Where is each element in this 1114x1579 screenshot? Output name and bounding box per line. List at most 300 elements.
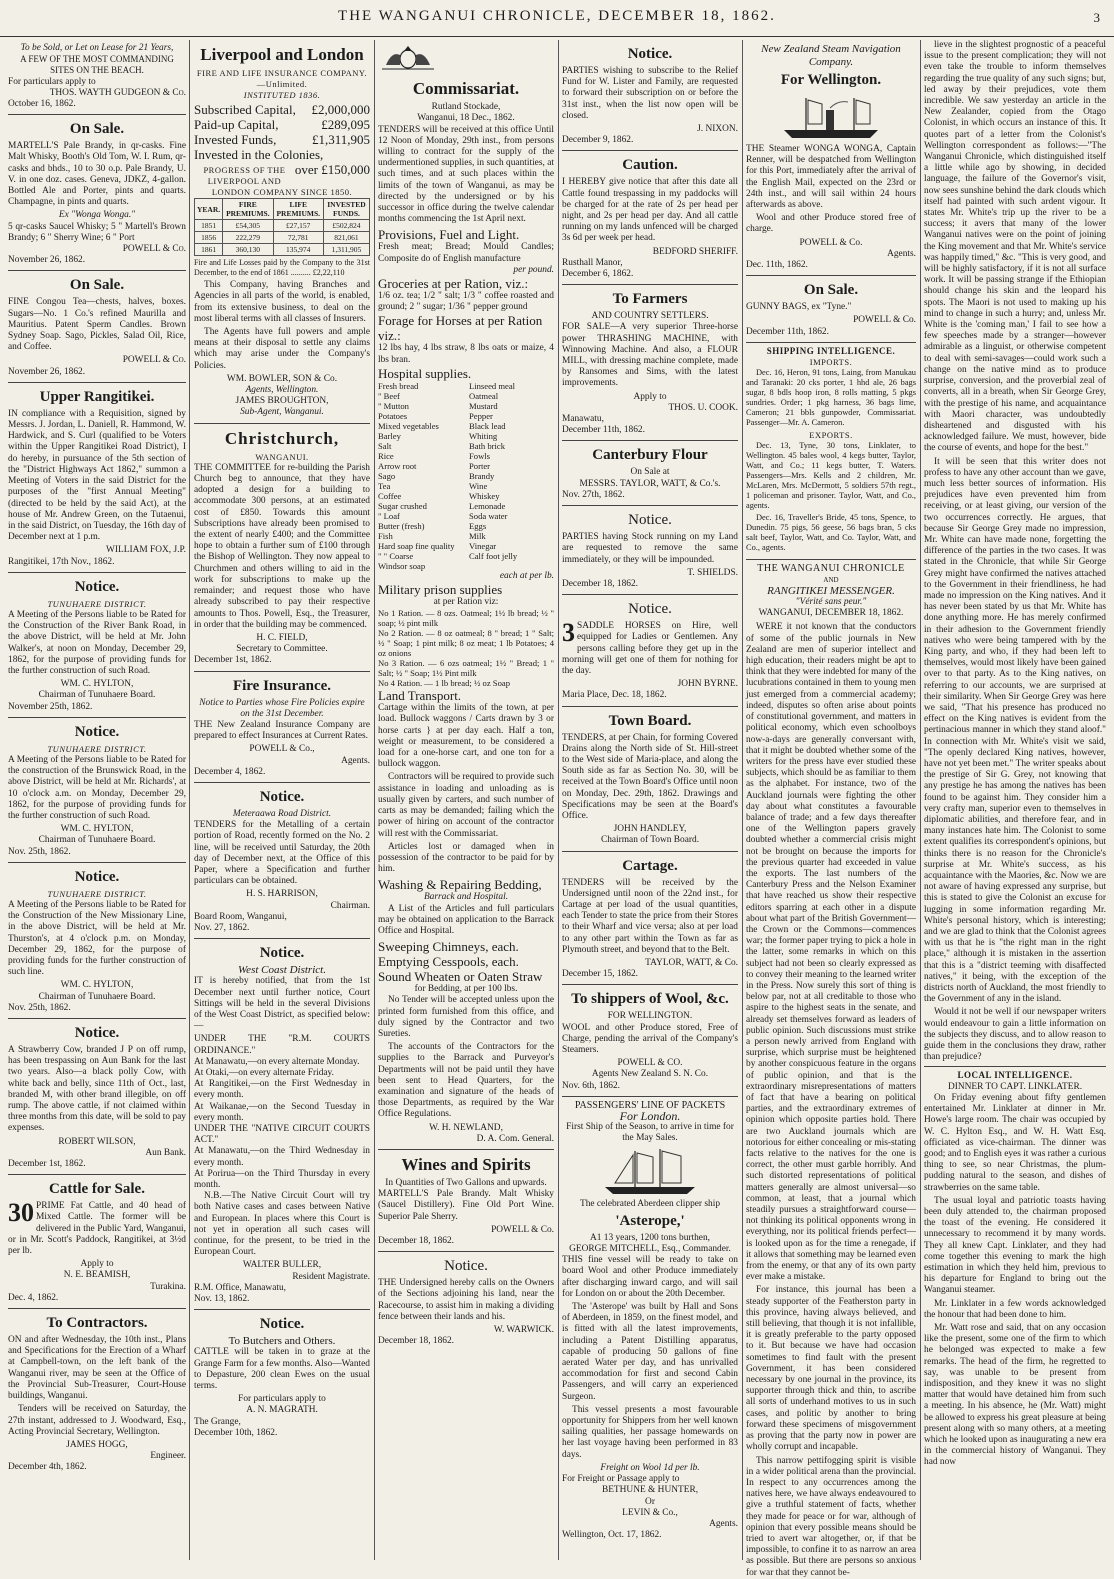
ad-title: Commissariat. <box>412 79 520 99</box>
ad-signature: WM. C. HYLTON, <box>60 980 134 991</box>
table-row <box>195 244 370 256</box>
ad-place: The Grange, <box>194 1416 241 1427</box>
ad-date: Nov. 25th, 1862. <box>8 1002 71 1013</box>
ad-signature: W. WARWICK. <box>493 1325 554 1335</box>
steamer-icon <box>776 92 886 142</box>
supply-heading: Sweeping Chimneys, each. <box>378 939 519 955</box>
ad-subtitle: On Sale at <box>630 467 670 478</box>
ad-date: December 15, 1862. <box>562 969 639 980</box>
ad-drop-number: 3 <box>562 618 575 648</box>
ad-cartage <box>562 852 738 986</box>
ad-body: TENDERS for the Metalling of a certain portion of Road, recently formed on the No. 2 line, will be received until Saturday, the 20th day of December next, at the Office of this Paper, where a Specification and further particulars can be obtained. <box>194 820 370 887</box>
ad-title: Notice. <box>74 1025 120 1042</box>
list-item: Potatoes <box>378 410 408 421</box>
ad-date: Nov. 6th, 1862. <box>562 1080 620 1091</box>
table-cell: 360,130 <box>223 244 273 256</box>
ad-body: The Agents have full powers and ample means at their disposal to settle any claims which may arise under the Company's Policies. <box>194 327 370 371</box>
supply-heading: Military prison supplies <box>378 582 503 598</box>
local-intelligence <box>924 1066 1106 1468</box>
ad-body: A List of the Articles and full particulars may be obtained on application to the Barrack Office and Hospital. <box>378 903 554 936</box>
ad-date: November 25th, 1862. <box>8 701 93 712</box>
table-cell: 222,279 <box>223 232 273 244</box>
list-item: Sugar crushed <box>378 500 427 511</box>
ad-title: Liverpool and London <box>200 45 364 64</box>
ad-body: A Strawberry Cow, branded J P on off rump, has been trespassing on Aun Bank for the last two years. Also—a black polly Cow, with white back and belly, since 11th of Oct., last, branded M, with other brand illegible, on off rump. The above cattle, if not claimed within three months from this date, will be sold to pay expenses. <box>8 1045 186 1134</box>
list-item: Linseed meal <box>469 380 516 391</box>
supply-subheading: Barrack and Hospital. <box>423 892 509 903</box>
ad-signature: POWELL & Co., <box>249 744 315 755</box>
ad-signature: WILLIAM FOX, J.P. <box>106 545 186 556</box>
table-header-row <box>195 199 370 220</box>
column-rule <box>374 40 375 1560</box>
ad-date: Nov. 13, 1862. <box>194 1294 250 1305</box>
ad-title: Town Board. <box>608 712 692 729</box>
ad-body: THE Undersigned hereby calls on the Owners of the Sections adjoining his land, near the Racecourse, to assist him in making a dividing fence between their lands and his. <box>378 1278 554 1322</box>
ad-place: Board Room, Wanganui, <box>194 911 287 922</box>
ad-subtitle: MESSRS. TAYLOR, WATT, & Co.'s. <box>579 478 721 489</box>
ad-signature: JOHN BYRNE. <box>677 679 738 690</box>
ad-to-farmers <box>562 285 738 441</box>
ad-nz-steam-navigation <box>746 40 916 276</box>
ad-subtitle: For Wellington. <box>780 72 882 88</box>
ad-body: This vessel presents a most favourable opportunity for Shippers from her well known sailing qualities, her passage homewards on her last voyage having been performed in 83 days. <box>562 1404 738 1460</box>
paper-name: THE WANGANUI CHRONICLE <box>757 563 905 575</box>
ad-body: IN compliance with a Requisition, signed by Messrs. J. Jordan, L. Daniell, R. Hammond, W. Hardwick, and S. Curl (qualified to be Voters within the Upper Rangitikei Road District), I do hereby, in pursuance of the 5th section of the "District Highways Act 1862," summon a Meeting of Voters in the said District for the purposes of the "first Annual Meeting" (directed to be held by the said Act), at the house of Mr. Andrew Green, on the Tutaenui, in the said District, on Tuesday, the 16th day of December next at 1 p.m. <box>8 408 186 543</box>
ad-notice-horses <box>562 595 738 706</box>
ad-date: December 9, 1862. <box>562 135 634 146</box>
ad-body: FINE Congou Tea—chests, halves, boxes. Sugars—No. 1 Co.'s refined Maurilla and Mauritius. Patent Sperm Candles. Brown Sydney Soap. Sago, Pickles, Salad Oil, Rice, and Coffee. <box>8 297 186 353</box>
table-row <box>195 220 370 232</box>
ad-place: Rutland Stockade, <box>431 102 501 113</box>
ad-to-contractors <box>8 1309 186 1477</box>
sailing-ship-icon <box>595 1147 705 1197</box>
ad-role: Chairman. <box>330 900 370 911</box>
ad-wines-spirits <box>378 1150 554 1252</box>
capital-value: £1,311,905 <box>311 131 370 147</box>
ad-place: Rusthall Manor, <box>562 257 623 268</box>
supply-heading: Sound Wheaten or Oaten Straw <box>378 969 543 985</box>
ad-notice-brunswick <box>8 718 186 863</box>
list-item: " Loaf <box>378 510 400 521</box>
ad-body: This Company, having Branches and Agencies in all parts of the world, is enabled, from its extensive business, to deal on the most liberal terms with all classes of Insurers. <box>194 280 370 324</box>
ad-body: PARTIES wishing to subscribe to the Relief Fund for W. Lister and Family, are requested to forward their subscription on or before the 31st inst., when the list now open will be closed. <box>562 66 738 121</box>
ad-date: December 11th, 1862. <box>746 326 829 337</box>
ad-fire-insurance <box>194 672 370 783</box>
column-1 <box>8 40 186 1560</box>
ad-body: TENDERS, at per Chain, for forming Covered Drains along the North side of St. Hill-street to the West side of Maria-place, and along the South side as far as Section No. 30, will be received at the Town Board's Office until noon on Monday, Dec. 29th, 1862. Drawings and Specifications may be seen at the Board's Office. <box>562 732 738 821</box>
capital-line <box>194 117 370 132</box>
ad-role: Agents. <box>709 1518 738 1529</box>
ad-date: December 4, 1862. <box>194 766 266 777</box>
supply-heading: Emptying Cesspools, each. <box>378 954 519 970</box>
ad-signature: TAYLOR, WATT, & Co. <box>645 957 738 968</box>
ad-body: N.B.—The Native Circuit Court will try both Native cases and cases between Native and European. In places where this Court is not yet in operation all such cases will continue, for the present, to be tried in the European Court. <box>194 1191 370 1258</box>
ad-subhead: UNDER THE "NATIVE CIRCUIT COURTS ACT." <box>194 1124 370 1146</box>
list-item: Soda water <box>469 510 508 521</box>
article-paragraph: Mr. Linklater in a few words acknowledged the honour that had been done to him. <box>924 1298 1106 1320</box>
progress-table <box>194 198 370 256</box>
shipping-entry: Dec. 13, Tyne, 30 tons, Linklater, to Wellington. 45 bales wool, 4 kegs butter, Taylor, Watt, and Co.; 11 kegs butter, T. Waters. Passengers—Mrs. Kells and 2 children, Mr. McLaren, Mrs. McDermott, 5 soldiers 57th regt., 1 policeman and prisoner. Taylor, Watt, and Co., agents. <box>746 441 916 511</box>
ad-role: Engineer. <box>150 1451 186 1462</box>
ad-place: Maria Place, Dec. 18, 1862. <box>562 690 667 701</box>
ad-line: At Otaki,—on every alternate Friday. <box>194 1068 334 1078</box>
ad-subtitle: WANGANUI. <box>255 451 309 462</box>
ad-line: At Manawatu,—on the Third Wednesday in every month. <box>194 1146 370 1168</box>
ad-role: Chairman of Tunuhaere Board. <box>38 690 156 701</box>
ad-role: Agents. <box>341 755 370 766</box>
ad-title: On Sale. <box>69 121 125 138</box>
ad-role: Sub-Agent, Wanganui. <box>240 407 324 418</box>
ad-date: December 1st, 1862. <box>8 1159 86 1170</box>
ad-title: Canterbury Flour <box>592 447 708 464</box>
supply-unit: per pound. <box>513 264 554 275</box>
column-6 <box>924 40 1106 1560</box>
list-item: " " Coarse <box>378 550 414 561</box>
ad-signature: POWELL & CO. <box>617 1058 683 1069</box>
ad-subtitle: FIRE AND LIFE INSURANCE COMPANY.—Unlimited. <box>196 68 368 90</box>
ration-list <box>378 608 554 688</box>
column-3 <box>378 40 554 1560</box>
ad-title: To Contractors. <box>46 1315 148 1332</box>
list-item: Bath brick <box>469 440 506 451</box>
ad-line: A1 13 years, 1200 tons burthen, <box>589 1232 711 1243</box>
ad-commissariat <box>378 40 554 1150</box>
editorial-article <box>746 622 916 1578</box>
ad-notice-cow <box>8 1019 186 1175</box>
ad-body: ON and after Wednesday, the 10th inst., Plans and Specifications for the Erection of a Wharf at Campbell-town, on the left bank of the Wanganui river, may be seen at the Office of the Provincial Sub-Treasurer, Court-House buildings, Wanganui. <box>8 1335 186 1402</box>
column-2 <box>194 40 370 1560</box>
table-cell: 1,311,905 <box>323 244 369 256</box>
ad-line: For particulars apply to <box>8 76 96 87</box>
table-header: FIRE PREMIUMS. <box>223 199 273 220</box>
table-header: YEAR. <box>195 199 223 220</box>
ad-notice-west-coast <box>194 939 370 1310</box>
ad-role: D. A. Com. General. <box>476 1133 554 1144</box>
ad-body: A Meeting of the Persons liable to be Rated for the construction of the Brunswick Road, in the above District, will be held at Mr. Richards', at 10 o'clock a.m. on Monday, December 29, 1862, for the purpose of providing funds for the further construction of such Road. <box>8 754 186 821</box>
ad-caution <box>562 151 738 285</box>
ad-role: Turakina. <box>150 1281 186 1292</box>
ad-notice-river-bank <box>8 573 186 718</box>
paper-name: RANGITIKEI MESSENGER. <box>767 584 895 597</box>
ad-subhead: Ex "Wonga Wonga." <box>58 210 136 221</box>
table-cell: 1856 <box>195 232 223 244</box>
ad-signature: BEDFORD SHERIFF. <box>652 246 738 257</box>
ad-date: December 18, 1862. <box>378 1336 455 1347</box>
list-item: Mixed vegetables <box>378 420 439 431</box>
ad-signature: A. N. MAGRATH. <box>246 1405 318 1416</box>
ad-role: Secretary to Committee. <box>236 644 328 655</box>
ad-body: A Meeting of the Persons liable to be Rated for the Construction of the New Missionary Line, in the above District, will be held at Mr. Thurston's, at 4 o'clock p.m. on Monday, December 29, 1862, for the purpose of providing funds for the further construction of such line. <box>8 899 186 978</box>
list-item: Lemonade <box>469 500 506 511</box>
supply-subheading: for Bedding, at per 100 lbs. <box>414 984 518 995</box>
ad-signature: WM. C. HYLTON, <box>60 679 134 690</box>
list-item: Black lead <box>469 420 506 431</box>
capital-line <box>194 102 370 117</box>
masthead-title: THE WANGANUI CHRONICLE, DECEMBER 18, 1862. <box>338 8 776 24</box>
ad-signature: WM. BOWLER, SON & Co. <box>226 373 338 384</box>
ad-title: On Sale. <box>69 277 125 294</box>
capital-value: over £150,000 <box>294 161 370 177</box>
ad-signature: JOHN HANDLEY, <box>613 824 687 835</box>
capital-label: Subscribed Capital, <box>194 101 296 117</box>
table-header: LIFE PREMIUMS. <box>273 199 323 220</box>
ad-body: No Tender will be accepted unless upon the printed form furnished from this office, and duly signed by the Contractor and two Sureties. <box>378 995 554 1039</box>
table-cell: £502,824 <box>323 220 369 232</box>
list-item: Porter <box>469 460 491 471</box>
ad-body: The 'Asterope' was built by Hall and Sons of Aberdeen, in 1859, on the finest model, and is fitted with all the latest improvements, including a Patent Distilling apparatus, capable of producing 50 gallons of fine aerated Water per day, and has unrivalled accommodation for first and second Cabin Passengers, and will carry an experienced Surgeon. <box>562 1302 738 1402</box>
list-item: Mustard <box>469 400 498 411</box>
ad-signature: H. C. FIELD, <box>256 632 308 643</box>
list-item: Sago <box>378 470 396 481</box>
ad-title: To Farmers <box>612 291 688 308</box>
article-paragraph: Mr. Watt rose and said, that on any occasion like the present, some one of the firm to which he belonged was expected to make a few remarks. The head of the firm, he regretted to say, was unable to be present from indisposition, and they knew it was no slight matter that would have detained him from such a meeting. In his absence, he (Mr. Watt) might be allowed to express his great pleasure at being present along with so many others, at a meeting which he looked upon as inaugurating a new era in the commercial history of Wanganui. They had now <box>924 1322 1106 1468</box>
editorial-masthead <box>746 560 916 622</box>
ad-title: Notice. <box>259 945 305 962</box>
list-item: Whiting <box>469 430 498 441</box>
ad-body: Contractors will be required to provide such assistance in loading and unloading as is usually given by carters, and such number of carts as may be demanded; failing which the power of hiring on account of the contractor will rest with the Commissariat. <box>378 772 554 839</box>
list-item: Barley <box>378 430 401 441</box>
supply-list: 1/6 oz. tea; 1/2 " salt; 1/3 " coffee roasted and ground; 2 " sugar; 1/36 " pepper ground <box>378 291 554 313</box>
ad-signature: H. S. HARRISON, <box>246 889 318 900</box>
paper-and: AND <box>823 575 839 584</box>
ad-body: Cartage within the limits of the town, at per load. Bullock waggons / Carts drawn by 3 or horse carts } at per day each. Half a ton, weight or measurement, to be considered a load for a one-horse cart, and one ton for a bullock waggon. <box>378 703 554 770</box>
ad-title: Notice. <box>74 868 120 885</box>
list-item: Arrow root <box>378 460 417 471</box>
ad-date: Wellington, Oct. 17, 1862. <box>562 1530 662 1541</box>
list-item: Fish <box>378 530 393 541</box>
ad-district: TUNUHAERE DISTRICT. <box>47 888 147 899</box>
ad-notice-warwick <box>378 1252 554 1351</box>
ad-role: Aun Bank. <box>145 1147 186 1158</box>
ad-role: Chairman of Tunuhaere Board. <box>38 991 156 1002</box>
ad-date: Nov. 27th, 1862. <box>562 489 625 500</box>
ad-signature: POWELL & Co. <box>799 237 863 248</box>
hospital-items <box>378 381 554 571</box>
column-rule <box>189 40 190 1560</box>
ad-gunny-bags <box>746 276 916 343</box>
list-item: Salt <box>378 440 392 451</box>
ad-title: Caution. <box>622 157 678 174</box>
ad-date: Dec. 4, 1862. <box>8 1292 59 1303</box>
ad-title: New Zealand Steam Navigation Company. <box>761 43 901 68</box>
ad-title: Notice. <box>259 788 305 805</box>
list-item: Hard soap fine quality <box>378 540 455 551</box>
capital-line <box>194 146 370 177</box>
royal-crest-icon <box>378 45 438 71</box>
ad-subtitle: To Butchers and Others. <box>228 1335 336 1348</box>
ad-line: The celebrated Aberdeen clipper ship <box>579 1198 721 1209</box>
ad-subtitle: FOR WELLINGTON. <box>607 1011 693 1022</box>
list-item: Butter (fresh) <box>378 520 425 531</box>
list-item: Wine <box>469 480 488 491</box>
ad-beach-sites <box>8 40 186 115</box>
ad-title: PASSENGERS' LINE OF PACKETS <box>574 1099 726 1111</box>
shipping-entry: Dec. 16, Traveller's Bride, 45 tons, Spence, to Dunedin. 75 pigs, 56 geese, 56 bags bran, 5 cks salt beef, Taylor, Watt, and Co. Taylor, Watt, and Co., agents. <box>746 513 916 553</box>
ad-body: THIS fine vessel will be ready to take on board Wool and other Produce immediately after discharging inward cargo, and will sail for London on or about the 20th December. <box>562 1255 738 1299</box>
supply-heading: Land Transport. <box>378 688 462 704</box>
list-item: Calf foot jelly <box>469 550 518 561</box>
article-paragraph: WERE it not known that the conductors of some of the public journals in New Zealand are men of superior intellect and high education, their readers might be apt to think that they were indebted for many of the lucubrations contained in them to young men just emerged from a commercial academy; indeed, disputes so often arise about points of constitutional government, and matters in political economy, which even schoolboys now-a-days are generally conversant with, that it might be doubted whether some of the writers for the press have ever studied these subjects, which should be as familiar to them as the alphabet. For instance, two of the Auckland journals were fighting the other day about what constitutes a favourable balance of trade; and a few days thereafter one of the Wellington papers gravely doubted whether a commercial crisis might not be brought on because the imports for the previous quarter had exceeded in value the exports. The last numbers of the Canterbury Press and the Nelson Examiner that have reached us show their respective editors sparring at each other in a dispute about what part of the British Government—the Crown or the Commons—commences war; the former paper trying to pick a hole in the latter, some remarks in which on this subject had not been so clearly expressed as to convey their meaning to the learned writer in the Press. Now surely this sort of thing is below par, not at all creditable to those who aspire to the highest seats in the senate, and already set themselves forward as leaders of public opinion. Such discussions must strike a person newly arrived from England with surprise, which surprise must be heightened by another conspicuous feature in the organs of public opinion, and that is the extraordinary misrepresentations of matters of fact that have a bearing on political parties, and the extraordinary extremes of opinion which opposite parties hold. There are two Auckland journals which are notorious for either concealing or mis-stating facts relative to the natives for the one is correct, the other must garble horribly. And such distorted representations of political matters generally are almost universal—so common, at least, that a journal which steadily pursues a straightforward course—not thinking its political opponents wrong in everything, nor its political friends perfect—is looked upon as for the time a renegade, if it allows that something may be learned even from the enemy, or that any of its own party ever make a mistake. <box>746 622 916 1283</box>
ad-body: The accounts of the Contractors for the supplies to the Barrack and Purveyor's Departments will not be paid until they have been sent to Head Quarters, for the examination and signature of the heads of those Departments, as required by the War Office Regulations. <box>378 1042 554 1120</box>
capital-label: Paid-up Capital, <box>194 116 279 132</box>
ad-date: October 16, 1862. <box>8 99 76 110</box>
ad-body: CATTLE will be taken in to graze at the Grange Farm for a few months. Also—Wanted to Depasture, 200 clean Ewes on the usual terms. <box>194 1347 370 1392</box>
paper-date: WANGANUI, DECEMBER 18, 1862. <box>758 608 904 619</box>
ad-signature: POWELL & Co. <box>122 355 186 366</box>
ad-on-sale-spirits <box>8 115 186 271</box>
capital-label: Invested in the Colonies, <box>194 146 324 162</box>
ad-passengers-packets <box>562 1097 738 1546</box>
ad-title: Fire Insurance. <box>232 677 332 694</box>
ad-body: GUNNY BAGS, ex "Tyne." <box>746 302 852 313</box>
ad-title: Notice. <box>628 512 672 529</box>
ration-item: No 1 Ration. — 8 ozs. Oatmeal; 1½ lb bread; ½ " soap; ½ pint milk <box>378 608 554 629</box>
ad-role: Agents New Zealand S. N. Co. <box>591 1069 709 1080</box>
ad-canterbury-flour <box>562 441 738 506</box>
hospital-list <box>378 381 554 582</box>
table-cell: 1851 <box>195 220 223 232</box>
ad-body: MARTELL'S Pale Brandy, in qr-casks. Fine Malt Whisky, Booth's Old Tom, W. I. Rum, qr-casks and bhds., 10 to 30 o.p. Pale Brandy, U. V. in one doz. cases. Geneva, JDKZ, 4-gallon. Bottled Ale and Porter, pints and quarts. Champagne, in pints and quarts. <box>8 141 186 208</box>
ad-role: Agents. <box>887 248 916 259</box>
ad-body: I HEREBY give notice that after this date all Cattle found trespassing in my paddocks will be charged for at the rate of 2s per head per night, and 2s per head per day. And all cattle running on my lands unfenced will be charged 3s 6d per week per head. <box>562 177 738 244</box>
ad-signature: JAMES BROUGHTON, <box>235 396 329 407</box>
section-subhead: EXPORTS. <box>809 430 853 441</box>
supply-heading: Provisions, Fuel and Light. <box>378 227 520 243</box>
supply-heading: Forage for Horses at per Ration viz.: <box>378 313 543 344</box>
column-4 <box>562 40 738 1560</box>
masthead <box>0 6 1114 37</box>
ad-signature: THOS. WAYTH GUDGEON & Co. <box>49 87 186 98</box>
hospital-unit: each at per lb. <box>499 570 554 581</box>
ad-liverpool-london <box>194 40 370 424</box>
ad-instituted: INSTITUTED 1836. <box>243 90 321 101</box>
ad-date: December 1st, 1862. <box>194 655 272 666</box>
ad-title: Upper Rangitikei. <box>39 388 155 405</box>
supply-heading: Groceries at per Ration, viz.: <box>378 276 529 292</box>
table-header: INVESTED FUNDS. <box>323 199 369 220</box>
ad-title: To shippers of Wool, &c. <box>571 991 729 1008</box>
ad-signature: POWELL & Co. <box>491 1224 554 1235</box>
capital-line <box>194 132 370 147</box>
ad-body: WOOL and other Produce stored, Free of Charge, pending the arrival of the Company's Steamers. <box>562 1022 738 1055</box>
ad-headline: A FEW OF THE MOST COMMANDING SITES ON THE BEACH. <box>20 54 174 76</box>
article-paragraph: The usual loyal and patriotic toasts having been duly attended to, the chairman proposed the toast of the evening. He considered it unnecessary to recommend it by many words. They all knew Capt. Linklater, and they had come together this evening to mark the high estimation in which they held him, previous to his departure for England to bring out the Wanganui steamer. <box>924 1195 1106 1296</box>
section-subhead: DINNER TO CAPT. LINKLATER. <box>947 1081 1083 1092</box>
paper-motto: "Vérité sans peur." <box>795 597 867 608</box>
list-item: Fresh bread <box>378 380 419 391</box>
article-paragraph: It will be seen that this writer does not profess to have any other account than we gave, much less better sources of information. His prejudices have even prevented him from receiving, or at least giving, our version of the two occurrences correctly. He argues, that because Sir George Grey made no impression, Mr. White can have made none, forgetting the difference of the parties in the two cases. It was stated in the Chronicle, that while Sir George Grey might have confirmed the natives attached to the Government in their friendliness, he had made no impression on the King natives. And it has never been stated by us that Mr. White has done anything more. He has merely confirmed in their adhesion to the Government friendly natives who were being tampered with by the King party, and who, if they had been left to themselves, would most likely have been gained over to that party. As to the King natives, on referring to our accounts, we are surprised at their similarity. When Sir George Grey was here we said, "That his presence has produced no effect on the King natives is evident from the pertinacious manner in which they stand aloof." In connection with Mr. White's visit we said, "The openly declared King natives, however, have not yet been met." The writer speaks about the prestige of Sir G. Grey, not knowing that any prestige he has among the natives has been found to be against him. They consider him a very crafty man, superior even to themselves in diplomatic abilities, and therefore fear, and in many instances hate him. The Colonist to some extent qualifies its correspondent's opinions, but thinks there is no reason for the Chronicle's surprise at Mr. White's success, as his acquaintance with the Maories, &c. Now we are not aware of having expressed any surprise, but this is stated to give the Colonist an excuse for lugging in some information regarding Mr. White's personal history, which is interesting; and we are glad to think that the Colonist agrees with us that he is "the right man in the right place," although it is mistaken in the assertion that this is a "district teeming with disaffected natives," it being, with the exception of the districts north of Auckland, the most friendly to the Government of any in the island. <box>924 456 1106 1005</box>
ad-title: Notice. <box>259 1316 305 1333</box>
ad-signature: WALTER BULLER, <box>242 1260 322 1271</box>
ad-drop-number: 30 <box>8 1198 34 1228</box>
article-paragraph: lieve in the slightest prognostic of a peaceful issue to the present complication; they will not even take the trouble to inform themselves regarding the true quality of any such signs; but, led away by their prejudices, vote them incredible. We saw yesterday an article in the New Zealander, copied from the Otago Colonist, in which occurs an instance of this. It quotes part of a letter from the Colonist's Wellington correspondent as follows:—"The Wanganui Chronicle, which distinguished itself a little while ago by showing, in decided language, the failure of the Governor's visit, now sees sunshine behind the dark clouds which itself had painted with such ardent vigour. It states Mr. White's trip up the river to be a success; it avers that many of the lower Wanganui natives were on the point of joining the King movement and that Mr. White's service was happily timed," &c. "This is very good, and will be highly satisfactory, if it is not all surface work. It will be passing strange if the Ethiopian should change his skin and the leopard his spots. The Maori is not used to making up his mind to change in such a hurry; and, unless Mr. White is the 'coming man,' I fail to see how a few speeches made by a stranger—however admirable as a linguist, or otherwise competent to deal with semi-savages—could work such a change on the native mind as to produce surprise, conversion, and the proverbial zeal of converts, all in a breath, when Sir George Grey, with the prestige of his name, and acquaintance with Maori character, was undoubtedly disheartened and disgusted with his acknowledged failure. We must, however, bide the course of events, and hope for the best." <box>924 40 1106 454</box>
ad-signature: BETHUNE & HUNTER, <box>601 1485 699 1496</box>
list-item: Pepper <box>469 410 493 421</box>
list-item: Milk <box>469 530 486 541</box>
article-paragraph: Would it not be well if our newspaper writers would endeavour to gain a little information on the subjects they discuss, and to allow reason to guide them in the conclusions they draw, rather than prejudice? <box>924 1007 1106 1063</box>
column-rule <box>742 40 743 1560</box>
ad-signature: JAMES HOGG, <box>66 1439 128 1450</box>
ad-line: Freight on Wool 1d per lb. <box>600 1462 700 1473</box>
article-paragraph: This narrow pettifogging spirit is visible in a wider political arena than the provincial. In respect to any occurrences among the natives here, we have always endeavoured to give a truthful statement of facts, whether they made for peace or for war, although of opinion that every possible means should be tried to avert war altogether, or, if that be impossible, to confine it to as narrow an area as possible. But there are persons so anxious for war that they cannot be- <box>746 1455 916 1578</box>
ad-date: Nov. 27, 1862. <box>194 922 250 933</box>
ad-date: Wanganui, 18 Dec., 1862. <box>417 113 515 124</box>
table-cell: £54,305 <box>223 220 273 232</box>
ad-role: Chairman of Town Board. <box>600 835 700 846</box>
ad-notice-stock <box>562 506 738 595</box>
ad-subtitle: For London. <box>619 1109 681 1124</box>
ad-subtitle: Meteraawa Road District. <box>232 808 332 819</box>
table-cell: 72,781 <box>273 232 323 244</box>
ad-date: December 18, 1862. <box>562 578 639 589</box>
ad-signature: W. H. NEWLAND, <box>429 1122 503 1133</box>
capital-value: £2,000,000 <box>311 101 370 117</box>
article-paragraph: For instance, this journal has been a steady supporter of the Featherston party in this province, having always believed, and still believing, that though it is not infallible, it is greatly preferable to the party opposed to it. But because we have had occasion sometimes to find fault with the present Government, it has been considered necessary by one journal in the province, its supporter through thick and thin, to ascribe all sorts of underhand motives to us in such cases, and politic by another to bring forward these specimens of misgovernment as proving that the party now in power are wholly corrupt and incapable. <box>746 1285 916 1453</box>
table-row <box>195 232 370 244</box>
ad-body: Tenders will be received on Saturday, the 27th instant, addressed to J. Woodward, Esq., Acting Provincial Secretary, Wellington. <box>8 1404 186 1437</box>
table-cell: 135,974 <box>273 244 323 256</box>
capital-label: Invested Funds, <box>194 131 277 147</box>
list-item: Rice <box>378 450 394 461</box>
ration-item: No 3 Ration. — 6 ozs oatmeal; 1½ " Bread; 1 " Salt; ½ " Soap; 1½ Pint milk <box>378 658 554 679</box>
ad-body: MARTELL'S Pale Brandy. Malt Whisky (Saucel Distillery). Fine Old Port Wine. Superior Pale Sherry. <box>378 1189 554 1222</box>
supply-unit: at per Ration viz: <box>433 597 499 608</box>
ad-place: R.M. Office, Manawatu, <box>194 1282 286 1293</box>
list-item: Fowls <box>469 450 491 461</box>
column-rule <box>558 40 559 1560</box>
ad-date: December 11th, 1862. <box>562 425 645 436</box>
ad-title: On Sale. <box>803 282 859 299</box>
list-item: Brandy <box>469 470 495 481</box>
ad-line: First Ship of the Season, to arrive in time for the May Sales. <box>566 1122 734 1144</box>
ration-item: No 4 Ration. — 1 lb bread; ½ oz Soap <box>378 678 510 689</box>
ad-date: December 10th, 1862. <box>194 1427 278 1438</box>
ad-title: Notice. <box>627 46 673 62</box>
ad-title: Christchurch, <box>224 428 340 448</box>
ad-district: TUNUHAERE DISTRICT. <box>47 743 147 754</box>
list-item: Tea <box>378 480 391 491</box>
shipping-intelligence <box>746 343 916 561</box>
ad-title: Notice. <box>444 1258 488 1275</box>
ad-items: 5 qr-casks Saucel Whisky; 5 " Martell's Brown Brandy; 6 " Sherry Wine; 6 " Port <box>8 221 186 243</box>
list-item: Whiskey <box>469 490 500 501</box>
ad-date: Rangitikei, 17th Nov., 1862. <box>8 556 115 567</box>
column-5 <box>746 40 916 1578</box>
section-title: LOCAL INTELLIGENCE. <box>957 1070 1073 1081</box>
ad-body: THE New Zealand Insurance Company are prepared to effect Insurances at Current Rates. <box>194 719 370 742</box>
ad-date: November 26, 1862. <box>8 255 86 266</box>
ad-body: THE Steamer WONGA WONGA, Captain Renner, will be despatched from Wellington for this Port, immediately after the arrival of the English Mail, expected on the 23rd or 24th inst., and will sail within 24 hours afterwards as above. <box>746 144 916 211</box>
list-item: " Mutton <box>378 400 409 411</box>
ad-subtitle: AND COUNTRY SETTLERS. <box>591 311 709 322</box>
ad-place: Manawatu, <box>562 414 604 425</box>
ad-date: Nov. 25th, 1862. <box>8 846 71 857</box>
page-number: 3 <box>1093 10 1100 25</box>
ad-title: Notice. <box>628 601 672 618</box>
section-subhead: IMPORTS. <box>809 357 853 368</box>
ad-body: FOR SALE—A very superior Three-horse power THRASHING MACHINE, with Winnowing Machine. And also, a FLOUR MILL, with dressing machine complete, made by Ransomes and Sims, with the latest improvements. <box>562 322 738 389</box>
shipping-entry: Dec. 16, Heron, 91 tons, Laing, from Manukau and Taranaki: 20 cks porter, 1 hhd ale, 26 bags sugar, 8 bdls hoop iron, 8 rolls matting, 5 pkgs sundries. Order; 1 pkg harness, 36 bags lime, Cameron; 21 bbls gunpowder, Commissariat. Passenger—Mr. A. Cameron. <box>746 368 916 428</box>
ad-date: November 26, 1862. <box>8 366 86 377</box>
ad-date: December 18, 1862. <box>378 1235 455 1246</box>
ad-upper-rangitikei <box>8 383 186 573</box>
list-item: Eggs <box>469 520 487 531</box>
list-item: Vinegar <box>469 540 497 551</box>
list-item: " Beef <box>378 390 400 401</box>
list-item: Oatmeal <box>469 390 499 401</box>
ad-apply: For particulars apply to <box>238 1394 326 1405</box>
ad-line: To be Sold, or Let on Lease for 21 Years, <box>20 43 174 53</box>
